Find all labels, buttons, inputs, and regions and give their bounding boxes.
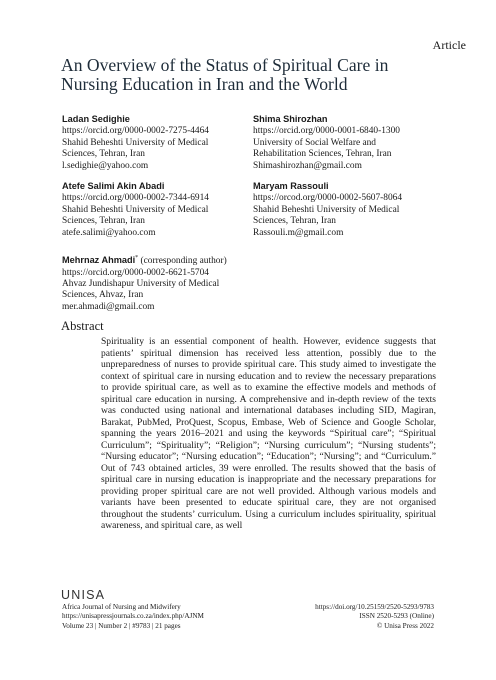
author-affiliation: Shahid Beheshti University of Medical <box>62 204 209 215</box>
author-block <box>253 181 402 239</box>
journal-info <box>62 603 204 631</box>
author-affiliation: University of Social Welfare and <box>253 137 376 148</box>
author-affiliation: Sciences, Tehran, Iran <box>62 216 145 227</box>
author-affiliation: Rehabilitation Sciences, Tehran, Iran <box>253 149 392 160</box>
author-block <box>253 114 400 172</box>
author-email[interactable]: Shimashirozhan@gmail.com <box>253 160 362 171</box>
author-email[interactable]: mer.ahmadi@gmail.com <box>62 301 155 312</box>
author-orcid[interactable]: https://orcod.org/0000-0002-5607-8064 <box>253 193 403 204</box>
author-email[interactable]: atefe.salimi@yahoo.com <box>62 227 156 238</box>
author-orcid[interactable]: https://orcid.org/0000-0002-7275-4464 <box>62 126 209 137</box>
volume-info: Volume 23 | Number 2 | #9783 | 21 pages <box>62 621 181 630</box>
author-block <box>62 114 209 172</box>
author-email[interactable]: l.sedighie@yahoo.com <box>62 160 149 171</box>
author-name: Mehrnaz Ahmadi <box>62 255 136 266</box>
journal-name: Africa Journal of Nursing and Midwifery <box>62 603 181 611</box>
article-type-label: Article <box>432 38 466 52</box>
issn: ISSN 2520-5293 (Online) <box>359 612 434 621</box>
author-affiliation: Sciences, Ahvaz, Iran <box>62 290 144 301</box>
journal-url[interactable]: https://unisapressjournals.co.za/index.php/AJNM <box>62 612 204 621</box>
doi-link[interactable]: https://doi.org/10.25159/2520-5293/9783 <box>315 603 434 611</box>
author-name: Ladan Sedighie <box>62 114 130 124</box>
author-name: Maryam Rassouli <box>253 181 329 191</box>
publisher-logo: UNISA <box>61 588 106 602</box>
corresponding-marker: * <box>135 255 139 261</box>
author-name: Shima Shirozhan <box>253 114 328 124</box>
author-block <box>62 181 209 239</box>
abstract-text: Spirituality is an essential component of health. However, evidence suggests that patients’ spiritual dimension has received less attention, possibly due to the unpreparedness of nurses to provide spiritual care. This study aimed to investigate the context of spiritual care in nursing education and to review the necessary preparations to provide spiritual care, as well as to examine the effective models and methods of spiritual care education in nursing. A comprehensive and in-depth review of the texts was conducted using national and international databases including SID, Magiran, Barakat, PubMed, ProQuest, Scopus, Embase, Web of Science and Google Scholar, spanning the years 2016–2021 and using the keywords “Spiritual care”; “Spiritual Curriculum”; “Spirituality”; “Religion”; “Nursing curriculum”; “Nursing students”; “Nursing educator”; “Nursing education”; “Education”; “Nursing”; and “Curriculum.” Out of 743 obtained articles, 39 were enrolled. The results showed that the basis of spiritual care in nursing education is inappropriate and the necessary preparations for providing proper spiritual care are not well provided. Although various models and variants have been presented to educate spiritual care, they are not organised throughout the students’ curriculum. Using a curriculum includes spirituality, spiritual awareness, and spiritual care, as well <box>101 336 436 531</box>
author-email[interactable]: Rassouli.m@gmail.com <box>253 227 344 238</box>
author-block <box>62 253 227 313</box>
author-affiliation: Sciences, Tehran, Iran <box>253 216 336 227</box>
paper-title: An Overview of the Status of Spiritual Care in Nursing Education in Iran and the World <box>61 55 389 94</box>
copyright: © Unisa Press 2022 <box>376 621 434 630</box>
author-name: Atefe Salimi Akin Abadi <box>62 181 165 191</box>
author-affiliation: Ahvaz Jundishapur University of Medical <box>62 278 220 289</box>
corresponding-author-note: (corresponding author) <box>140 256 227 267</box>
author-orcid[interactable]: https://orcid.org/0000-0001-6840-1300 <box>253 126 400 137</box>
author-affiliation: Sciences, Tehran, Iran <box>62 149 145 160</box>
author-orcid[interactable]: https://orcid.org/0000-0002-7344-6914 <box>62 193 209 204</box>
author-affiliation: Shahid Beheshti University of Medical <box>62 137 209 148</box>
author-orcid[interactable]: https://orcid.org/0000-0002-6621-5704 <box>62 267 209 278</box>
publication-info <box>315 603 434 631</box>
author-affiliation: Shahid Beheshti University of Medical <box>253 204 400 215</box>
abstract-heading: Abstract <box>61 319 104 333</box>
